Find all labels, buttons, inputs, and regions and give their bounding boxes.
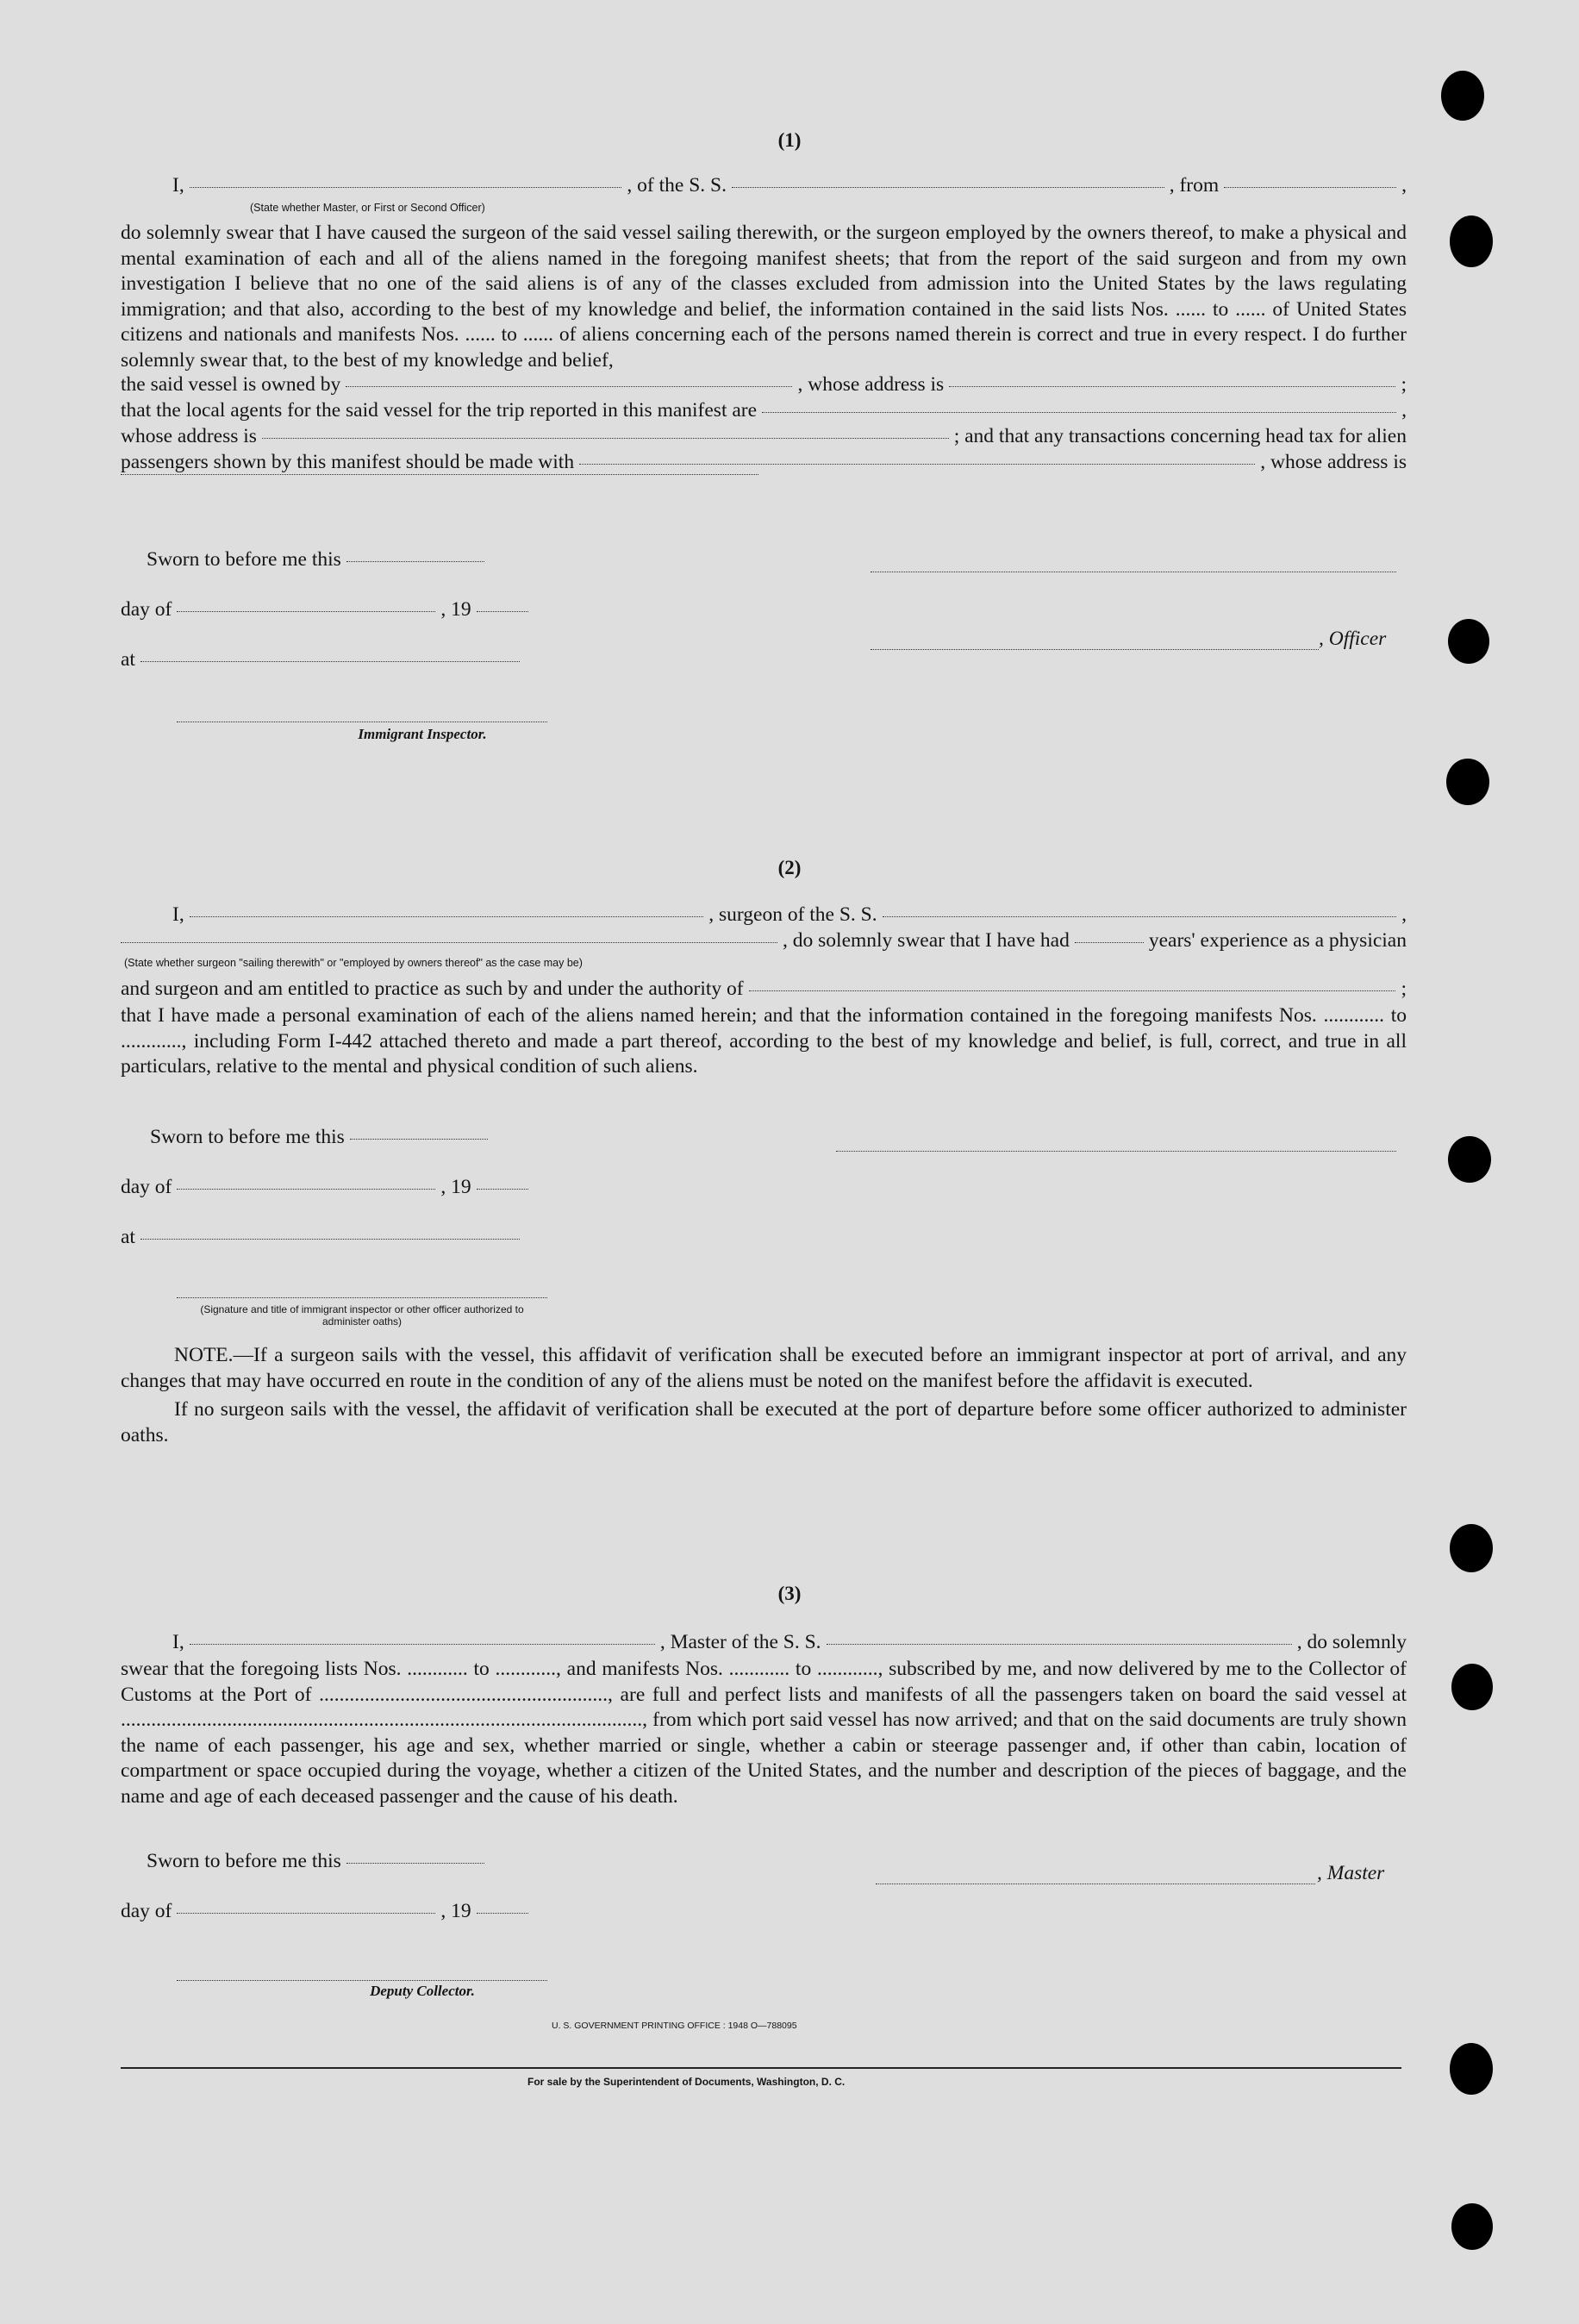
surgeon-line xyxy=(121,903,1407,929)
at-label-2: at xyxy=(121,1226,135,1248)
inspector-signature-line[interactable] xyxy=(177,721,547,722)
surgeon-name-field[interactable] xyxy=(190,915,704,917)
year-label-3: , 19 xyxy=(440,1900,471,1922)
at-row xyxy=(121,648,534,698)
master-line xyxy=(121,1631,1407,1657)
section-3 xyxy=(121,1631,1407,1809)
owner-address-field[interactable] xyxy=(949,385,1395,387)
day-of-label: day of xyxy=(121,598,172,621)
master-of-label: , Master of the S. S. xyxy=(659,1631,821,1653)
officer-name-field[interactable] xyxy=(190,186,622,188)
collector-caption: Deputy Collector. xyxy=(370,1983,475,1999)
punch-hole-1 xyxy=(1441,71,1484,121)
years-label: years' experience as a physician xyxy=(1148,929,1407,952)
officer-hint: (State whether Master, or First or Second Officer) xyxy=(250,202,485,214)
practice-label: and surgeon and am entitled to practice as such by and under the authority of xyxy=(121,978,744,1000)
officer-signature-line-2[interactable] xyxy=(871,648,1319,650)
footer-rule xyxy=(121,2067,1401,2069)
i-label-3: I, xyxy=(172,1631,184,1653)
surgeon-line-end: , xyxy=(1401,903,1407,926)
section-1 xyxy=(121,174,1407,503)
punch-hole-7 xyxy=(1451,1664,1493,1710)
owner-semicolon: ; xyxy=(1401,373,1407,396)
agents-field[interactable] xyxy=(762,411,1396,413)
punch-hole-8 xyxy=(1450,2043,1493,2095)
year-field-2[interactable] xyxy=(477,1188,528,1190)
place-field[interactable] xyxy=(140,660,520,662)
punch-hole-3 xyxy=(1448,619,1489,664)
punch-hole-6 xyxy=(1450,1524,1493,1572)
sworn-row-2 xyxy=(121,1126,534,1176)
of-ss-label: , of the S. S. xyxy=(627,174,727,197)
master-label: , Master xyxy=(1317,1862,1385,1884)
at-row-2 xyxy=(121,1226,534,1276)
authority-field[interactable] xyxy=(749,990,1396,991)
section-3-paragraph: swear that the foregoing lists Nos. ............ to ............, and manifests Nos. ............ to ............, subscribed by me, and now delivered by me to the Collector of Customs at the Port of ........................................................., are full and perfect lists and manifests of all the passengers taken on board the said vessel at ......................................................................................................., from which port said vessel has now arrived; and that on the said documents are truly shown the name of each passenger, his age and sex, whether married or single, whether a cabin or steerage passenger and, if other than cabin, location of compartment or space occupied during the voyage, whether a citizen of the United States, and the number and description of the pieces of baggage, and the name and age of each deceased passenger and the cause of his death. xyxy=(121,1658,1407,1808)
section-1-line-1 xyxy=(121,174,1407,200)
sworn-label-3: Sworn to before me this xyxy=(147,1850,341,1872)
practice-line xyxy=(121,978,1407,1003)
section-3-sworn xyxy=(121,1850,534,1950)
day-row-3 xyxy=(121,1900,534,1950)
surgeon-signature-line[interactable] xyxy=(836,1150,1396,1152)
day-of-label-3: day of xyxy=(121,1900,172,1922)
year-label-2: , 19 xyxy=(440,1176,471,1198)
place-field-2[interactable] xyxy=(140,1238,520,1240)
master-signature-line[interactable] xyxy=(876,1883,1315,1884)
officer-signature-line-1[interactable] xyxy=(871,571,1396,572)
sworn-day-field-3[interactable] xyxy=(346,1862,484,1864)
sworn-row xyxy=(121,548,534,598)
surgeon-of-label: , surgeon of the S. S. xyxy=(708,903,877,926)
head-tax-label: ; and that any transactions concerning head tax for alien xyxy=(953,425,1407,447)
for-sale-note: For sale by the Superintendent of Documents, Washington, D. C. xyxy=(527,2076,846,2088)
sworn-day-field[interactable] xyxy=(346,560,484,562)
day-row xyxy=(121,598,534,648)
sworn-label-2: Sworn to before me this xyxy=(150,1126,345,1148)
officer-label: , Officer xyxy=(1319,628,1387,650)
experience-line xyxy=(121,929,1407,955)
day-row-2 xyxy=(121,1176,534,1226)
surgeon-vessel-field[interactable] xyxy=(883,915,1397,917)
sworn-row-3 xyxy=(121,1850,534,1900)
year-label: , 19 xyxy=(440,598,471,621)
owner-line xyxy=(121,373,1407,399)
section-1-sworn xyxy=(121,548,534,698)
master-vessel-field[interactable] xyxy=(827,1643,1292,1645)
solemnly-label: , do solemnly xyxy=(1296,1631,1407,1653)
sig-title-caption: (Signature and title of immigrant inspector or other officer authorized to administer oaths) xyxy=(200,1303,524,1328)
passengers-label: passengers shown by this manifest should be made with xyxy=(121,451,575,473)
agents-address-label: whose address is xyxy=(121,425,257,447)
section-2-sworn xyxy=(121,1126,534,1276)
swear-label: , do solemnly swear that I have had xyxy=(783,929,1070,952)
owner-field[interactable] xyxy=(346,385,792,387)
agents-address-field[interactable] xyxy=(262,437,949,439)
whose-address-3-label: , whose address is xyxy=(1260,451,1407,473)
sworn-day-field-2[interactable] xyxy=(350,1138,488,1140)
section-2 xyxy=(121,903,1407,1080)
section-1-paragraph: do solemnly swear that I have caused the surgeon of the said vessel sailing therewith, or the surgeon employed by the owners thereof, to make a physical and mental examination of each and all of the aliens named in the foregoing manifest sheets; that from the report of the said surgeon and from my own investigation I believe that no one of the said aliens is of any of the classes excluded from admission into the United States by the laws regulating immigration; and that also, according to the best of my knowledge and belief, the information contained in the said lists Nos. ...... to ...... of United States citizens and nationals and manifests Nos. ...... to ...... of aliens concerning each of the persons named therein is correct and true in every respect. I do further solemnly swear that, to the best of my knowledge and belief, xyxy=(121,222,1407,372)
note-1: NOTE.—If a surgeon sails with the vessel, this affidavit of verification shall be executed before an immigrant inspector at port of arrival, and any changes that may have occurred en route in the condition of any of the aliens must be noted on the manifest before the affidavit is executed. xyxy=(121,1344,1407,1392)
collector-signature-line[interactable] xyxy=(177,1979,547,1981)
punch-hole-4 xyxy=(1446,759,1489,805)
inspector-caption: Immigrant Inspector. xyxy=(358,726,487,742)
from-label: , from xyxy=(1169,174,1220,197)
sworn-label: Sworn to before me this xyxy=(147,548,341,571)
section-2-paragraph: that I have made a personal examination of each of the aliens named herein; and that the information contained in the foregoing manifests Nos. ............ to ............, including Form I-442 attached thereto and made a part thereof, according to the best of my knowledge and belief, is full, correct, and true in all particulars, relative to the mental and physical condition of such aliens. xyxy=(121,1004,1407,1078)
agents-line xyxy=(121,399,1407,425)
local-agents-label: that the local agents for the said vessel for the trip reported in this manifest are xyxy=(121,399,758,422)
at-label: at xyxy=(121,648,135,671)
surgeon-hint: (State whether surgeon "sailing therewith" or "employed by owners thereof" as the case may be) xyxy=(124,957,583,969)
section-2-number: (2) xyxy=(777,857,802,878)
month-field-2[interactable] xyxy=(177,1188,435,1190)
head-tax-address-field[interactable] xyxy=(121,473,758,475)
year-field[interactable] xyxy=(477,610,528,612)
notes xyxy=(121,1343,1407,1448)
vessel-name-field[interactable] xyxy=(732,186,1164,188)
punch-hole-9 xyxy=(1451,2203,1493,2250)
section-3-number: (3) xyxy=(777,1583,802,1604)
month-field-3[interactable] xyxy=(177,1912,435,1914)
line-end-comma: , xyxy=(1401,174,1407,197)
printing-office-imprint: U. S. GOVERNMENT PRINTING OFFICE : 1948 O—788095 xyxy=(552,2021,797,2031)
i-label-2: I, xyxy=(172,903,184,926)
practice-semicolon: ; xyxy=(1401,978,1407,1000)
years-field[interactable] xyxy=(1075,941,1144,943)
i-label: I, xyxy=(172,174,184,197)
agents-address-line xyxy=(121,425,1407,451)
month-field[interactable] xyxy=(177,610,435,612)
inspector-signature-line-2[interactable] xyxy=(177,1296,547,1298)
master-name-field[interactable] xyxy=(190,1643,655,1645)
whose-address-label: , whose address is xyxy=(797,373,945,396)
note-2: If no surgeon sails with the vessel, the affidavit of verification shall be executed at the port of departure before some officer authorized to administer oaths. xyxy=(121,1398,1407,1446)
day-of-label-2: day of xyxy=(121,1176,172,1198)
owned-by-label: the said vessel is owned by xyxy=(121,373,341,396)
agents-comma: , xyxy=(1401,399,1407,422)
year-field-3[interactable] xyxy=(477,1912,528,1914)
address-continuation-line xyxy=(121,477,1407,503)
punch-hole-2 xyxy=(1450,216,1493,267)
surgeon-status-field[interactable] xyxy=(121,941,777,943)
punch-hole-5 xyxy=(1448,1136,1491,1183)
section-1-number: (1) xyxy=(777,129,802,151)
head-tax-party-field[interactable] xyxy=(579,463,1255,465)
from-port-field[interactable] xyxy=(1224,186,1396,188)
